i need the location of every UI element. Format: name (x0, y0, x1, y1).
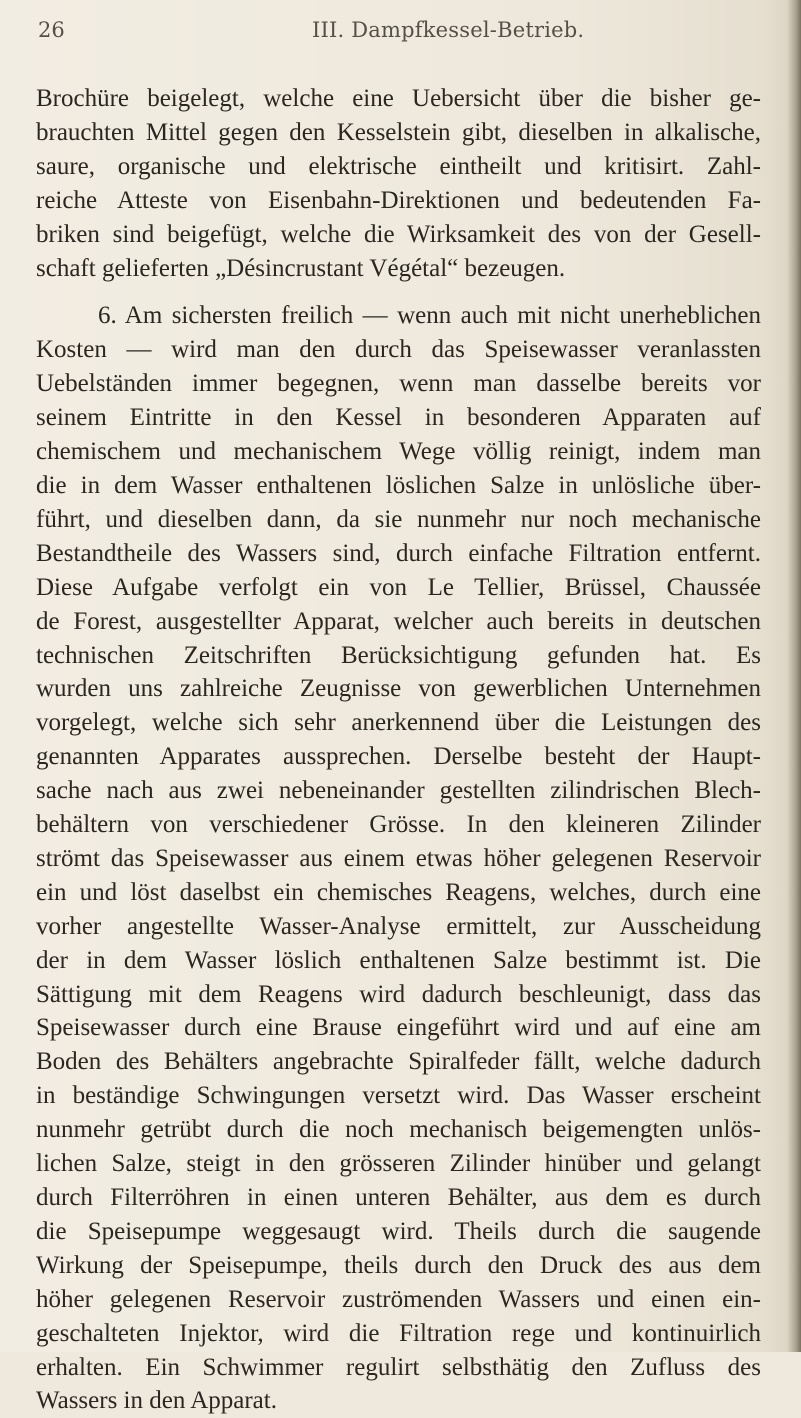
text-line: der in dem Wasser löslich enthaltenen Salze bestimmt ist. Die (36, 946, 761, 974)
text-line: behältern von verschiedener Grösse. In den kleineren Zilinder (36, 811, 761, 839)
page-header (0, 18, 801, 48)
text-line: schaft gelieferten „Désincrustant Végétal“ bezeugen. (36, 254, 566, 282)
text-line: Brochüre beigelegt, welche eine Uebersicht über die bisher ge- (36, 85, 761, 112)
text-line: führt, und dieselben dann, da sie nunmehr nur noch mechanische (36, 505, 761, 533)
text-line: Diese Aufgabe verfolgt ein von Le Tellier, Brüssel, Chaussée (36, 573, 761, 601)
body-text (36, 82, 761, 1418)
text-line: technischen Zeitschriften Berücksichtigung gefunden hat. Es (36, 641, 761, 669)
running-head: III. Dampfkessel-Betrieb. (312, 18, 585, 42)
text-line: Boden des Behälters angebrachte Spiralfeder fällt, welche dadurch (36, 1048, 761, 1076)
text-line: Kosten — wird man den durch das Speisewasser veranlassten (36, 336, 761, 364)
text-line: briken sind beigefügt, welche die Wirksamkeit des von der Gesell- (36, 220, 761, 248)
text-line: de Forest, ausgestellter Apparat, welcher auch bereits in deutschen (36, 607, 761, 635)
text-line: wurden uns zahlreiche Zeugnisse von gewerblichen Unternehmen (36, 675, 761, 703)
text-line: Wirkung der Speisepumpe, theils durch den Druck des aus dem (36, 1251, 761, 1279)
text-line: vorgelegt, welche sich sehr anerkennend über die Leistungen des (36, 709, 761, 737)
text-line: in beständige Schwingungen versetzt wird. Das Wasser erscheint (36, 1082, 761, 1110)
page-edge-shadow (787, 0, 801, 1352)
text-line: brauchten Mittel gegen den Kesselstein gibt, dieselben in alkalische, (36, 118, 761, 146)
text-line: Bestandtheile des Wassers sind, durch einfache Filtration entfernt. (36, 539, 761, 567)
text-line: geschalteten Injektor, wird die Filtration rege und kontinuirlich (36, 1319, 761, 1347)
text-line: die in dem Wasser enthaltenen löslichen Salze in unlösliche über- (36, 471, 761, 499)
text-line: genannten Apparates aussprechen. Derselbe besteht der Haupt- (36, 743, 761, 771)
text-line: durch Filterröhren in einen unteren Behälter, aus dem es durch (36, 1184, 761, 1211)
text-line: erhalten. Ein Schwimmer regulirt selbsthätig den Zufluss des (36, 1353, 761, 1381)
page-number: 26 (38, 18, 65, 42)
text-line: 6. Am sichersten freilich — wenn auch mit nicht unerheblichen (98, 302, 761, 330)
paragraph-2 (36, 299, 761, 1418)
text-line: chemischem und mechanischem Wege völlig reinigt, indem man (36, 438, 761, 466)
text-line: die Speisepumpe weggesaugt wird. Theils durch die saugende (36, 1217, 761, 1245)
text-line: sache nach aus zwei nebeneinander gestellten zilindrischen Blech- (36, 777, 761, 805)
text-line: vorher angestellte Wasser-Analyse ermittelt, zur Ausscheidung (36, 912, 761, 940)
text-line: lichen Salze, steigt in den grösseren Zilinder hinüber und gelangt (36, 1150, 761, 1178)
text-line: strömt das Speisewasser aus einem etwas höher gelegenen Reservoir (36, 844, 761, 872)
paragraph-1 (36, 82, 761, 285)
text-line: seinem Eintritte in den Kessel in besonderen Apparaten auf (36, 404, 761, 432)
text-line: Wassers in den Apparat. (36, 1387, 277, 1415)
text-line: höher gelegenen Reservoir zuströmenden Wassers und einen ein- (36, 1285, 761, 1313)
text-line: nunmehr getrübt durch die noch mechanisch beigemengten unlös- (36, 1116, 761, 1144)
text-line: saure, organische und elektrische eintheilt und kritisirt. Zahl- (36, 152, 761, 180)
text-line: ein und löst daselbst ein chemisches Reagens, welches, durch eine (36, 878, 761, 906)
text-line: Sättigung mit dem Reagens wird dadurch beschleunigt, dass das (36, 980, 761, 1008)
text-line: reiche Atteste von Eisenbahn-Direktionen und bedeutenden Fa- (36, 186, 761, 214)
text-line: Speisewasser durch eine Brause eingeführt wird und auf eine am (36, 1014, 761, 1042)
text-line: Uebelständen immer begegnen, wenn man dasselbe bereits vor (36, 370, 761, 398)
